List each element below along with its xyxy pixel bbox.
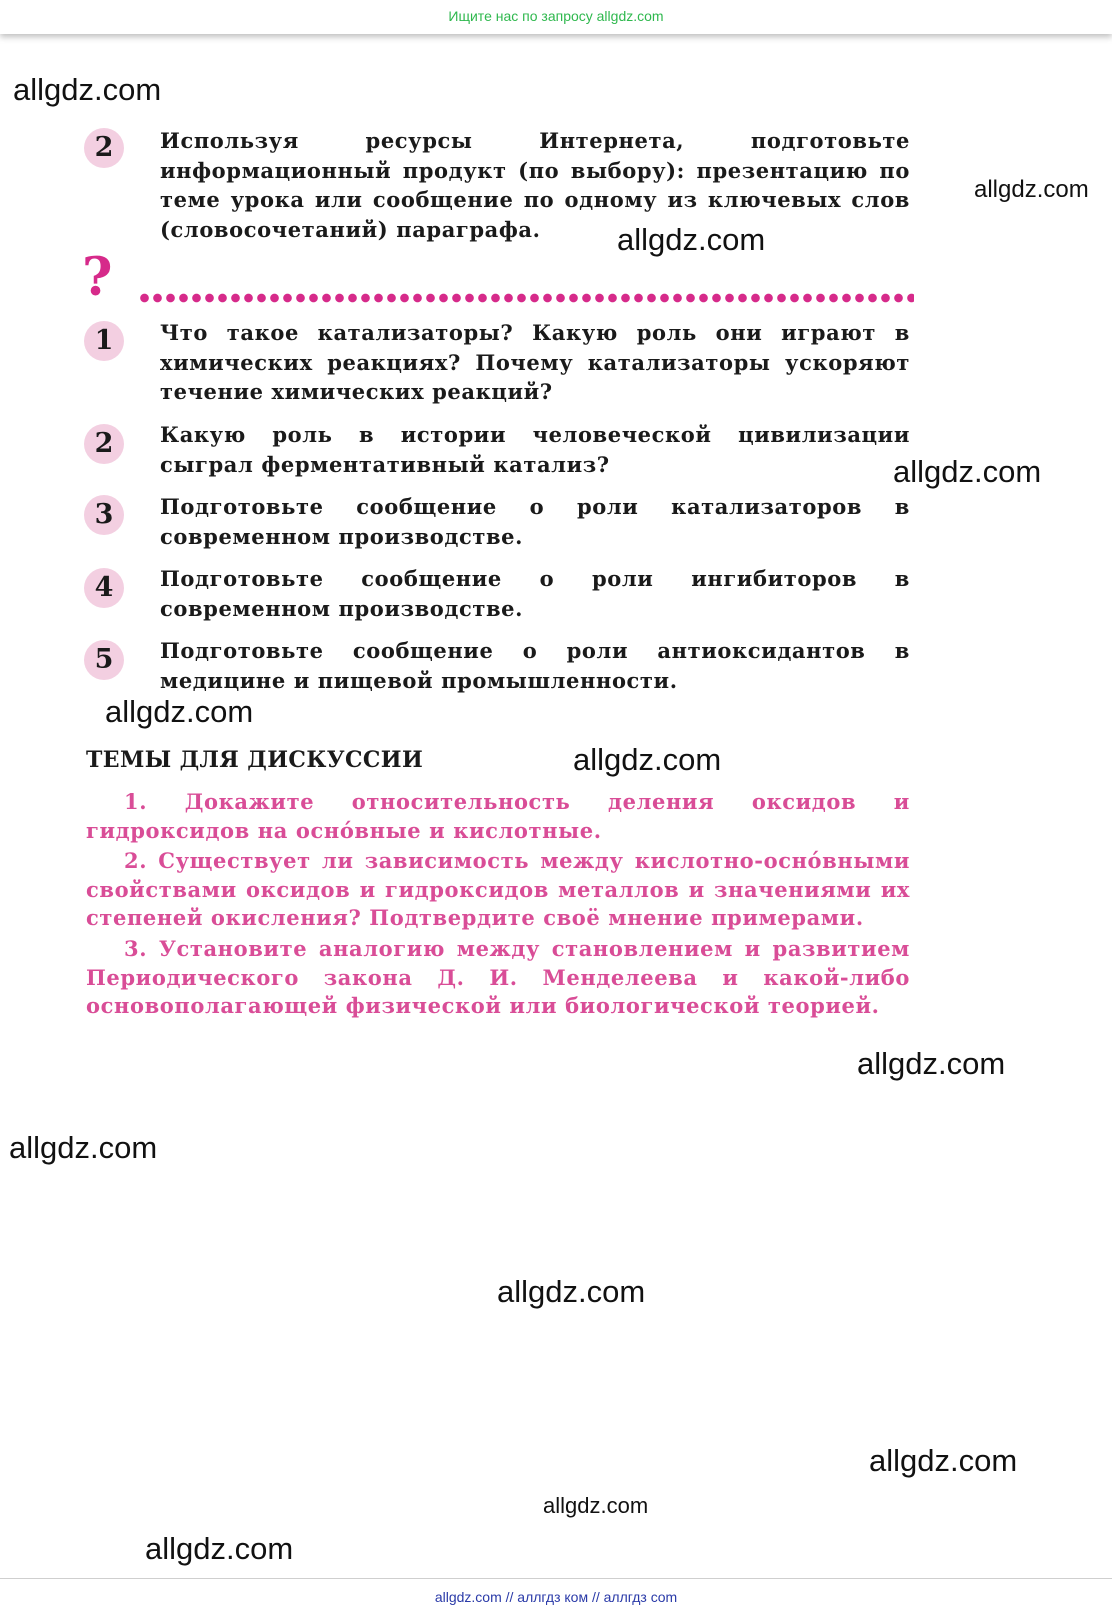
watermark: allgdz.com xyxy=(857,1046,1006,1081)
top-banner[interactable]: Ищите нас по запросу allgdz.com xyxy=(0,0,1112,34)
question-number-badge: 5 xyxy=(84,640,124,680)
topics-heading: ТЕМЫ ДЛЯ ДИСКУССИИ xyxy=(86,747,424,773)
watermark: allgdz.com xyxy=(617,222,766,257)
discussion-topic: 2. Существует ли зависимость между кислотно-оснóвными свойствами оксидов и гидроксидов металлов и значениями их степеней окисления? Подтвердите своё мнение примерами. xyxy=(86,848,910,930)
question-text: Подготовьте сообщение о роли антиоксидантов в медицине и пищевой промышленности. xyxy=(160,638,910,693)
question-number-badge: 1 xyxy=(84,321,124,361)
discussion-topic: 1. Докажите относительность деления оксидов и гидроксидов на оснóвные и кислотные. xyxy=(86,789,910,843)
question-text: Подготовьте сообщение о роли ингибиторов в современном производстве. xyxy=(160,566,910,621)
watermark: allgdz.com xyxy=(869,1443,1018,1478)
watermark: allgdz.com xyxy=(893,454,1042,489)
question-text: Что такое катализаторы? Какую роль они играют в химических реакциях? Почему катализаторы ускоряют течение химических реакций? xyxy=(160,320,910,404)
watermark: allgdz.com xyxy=(9,1130,158,1165)
dotted-divider xyxy=(138,292,914,304)
watermark: allgdz.com xyxy=(145,1531,294,1566)
question-text: Какую роль в истории человеческой цивилизации сыграл ферментативный катализ? xyxy=(160,422,910,477)
question-number-badge: 2 xyxy=(84,424,124,464)
question-text: Подготовьте сообщение о роли катализаторов в современном производстве. xyxy=(160,494,910,549)
question-number-badge: 3 xyxy=(84,495,124,535)
question-number-badge: 4 xyxy=(84,568,124,608)
footer-links[interactable]: allgdz.com // аллгдз ком // аллгдз com xyxy=(0,1578,1112,1615)
task-text: Используя ресурсы Интернета, подготовьте информационный продукт (по выбору): презентацию по теме урока или сообщение по одному из ключевых слов (словосочетаний) параграфа. xyxy=(160,128,910,242)
watermark: allgdz.com xyxy=(974,176,1089,203)
question-mark-icon: ? xyxy=(82,247,113,308)
discussion-topic: 3. Установите аналогию между становлением и развитием Периодического закона Д. И. Менделеева и какой-либо основополагающей физической или биологической теорией. xyxy=(86,936,910,1018)
watermark: allgdz.com xyxy=(573,742,722,777)
task-number-badge: 2 xyxy=(84,128,124,168)
watermark: allgdz.com xyxy=(497,1274,646,1309)
watermark: allgdz.com xyxy=(543,1493,649,1518)
watermark: allgdz.com xyxy=(13,72,162,107)
watermark: allgdz.com xyxy=(105,694,254,729)
